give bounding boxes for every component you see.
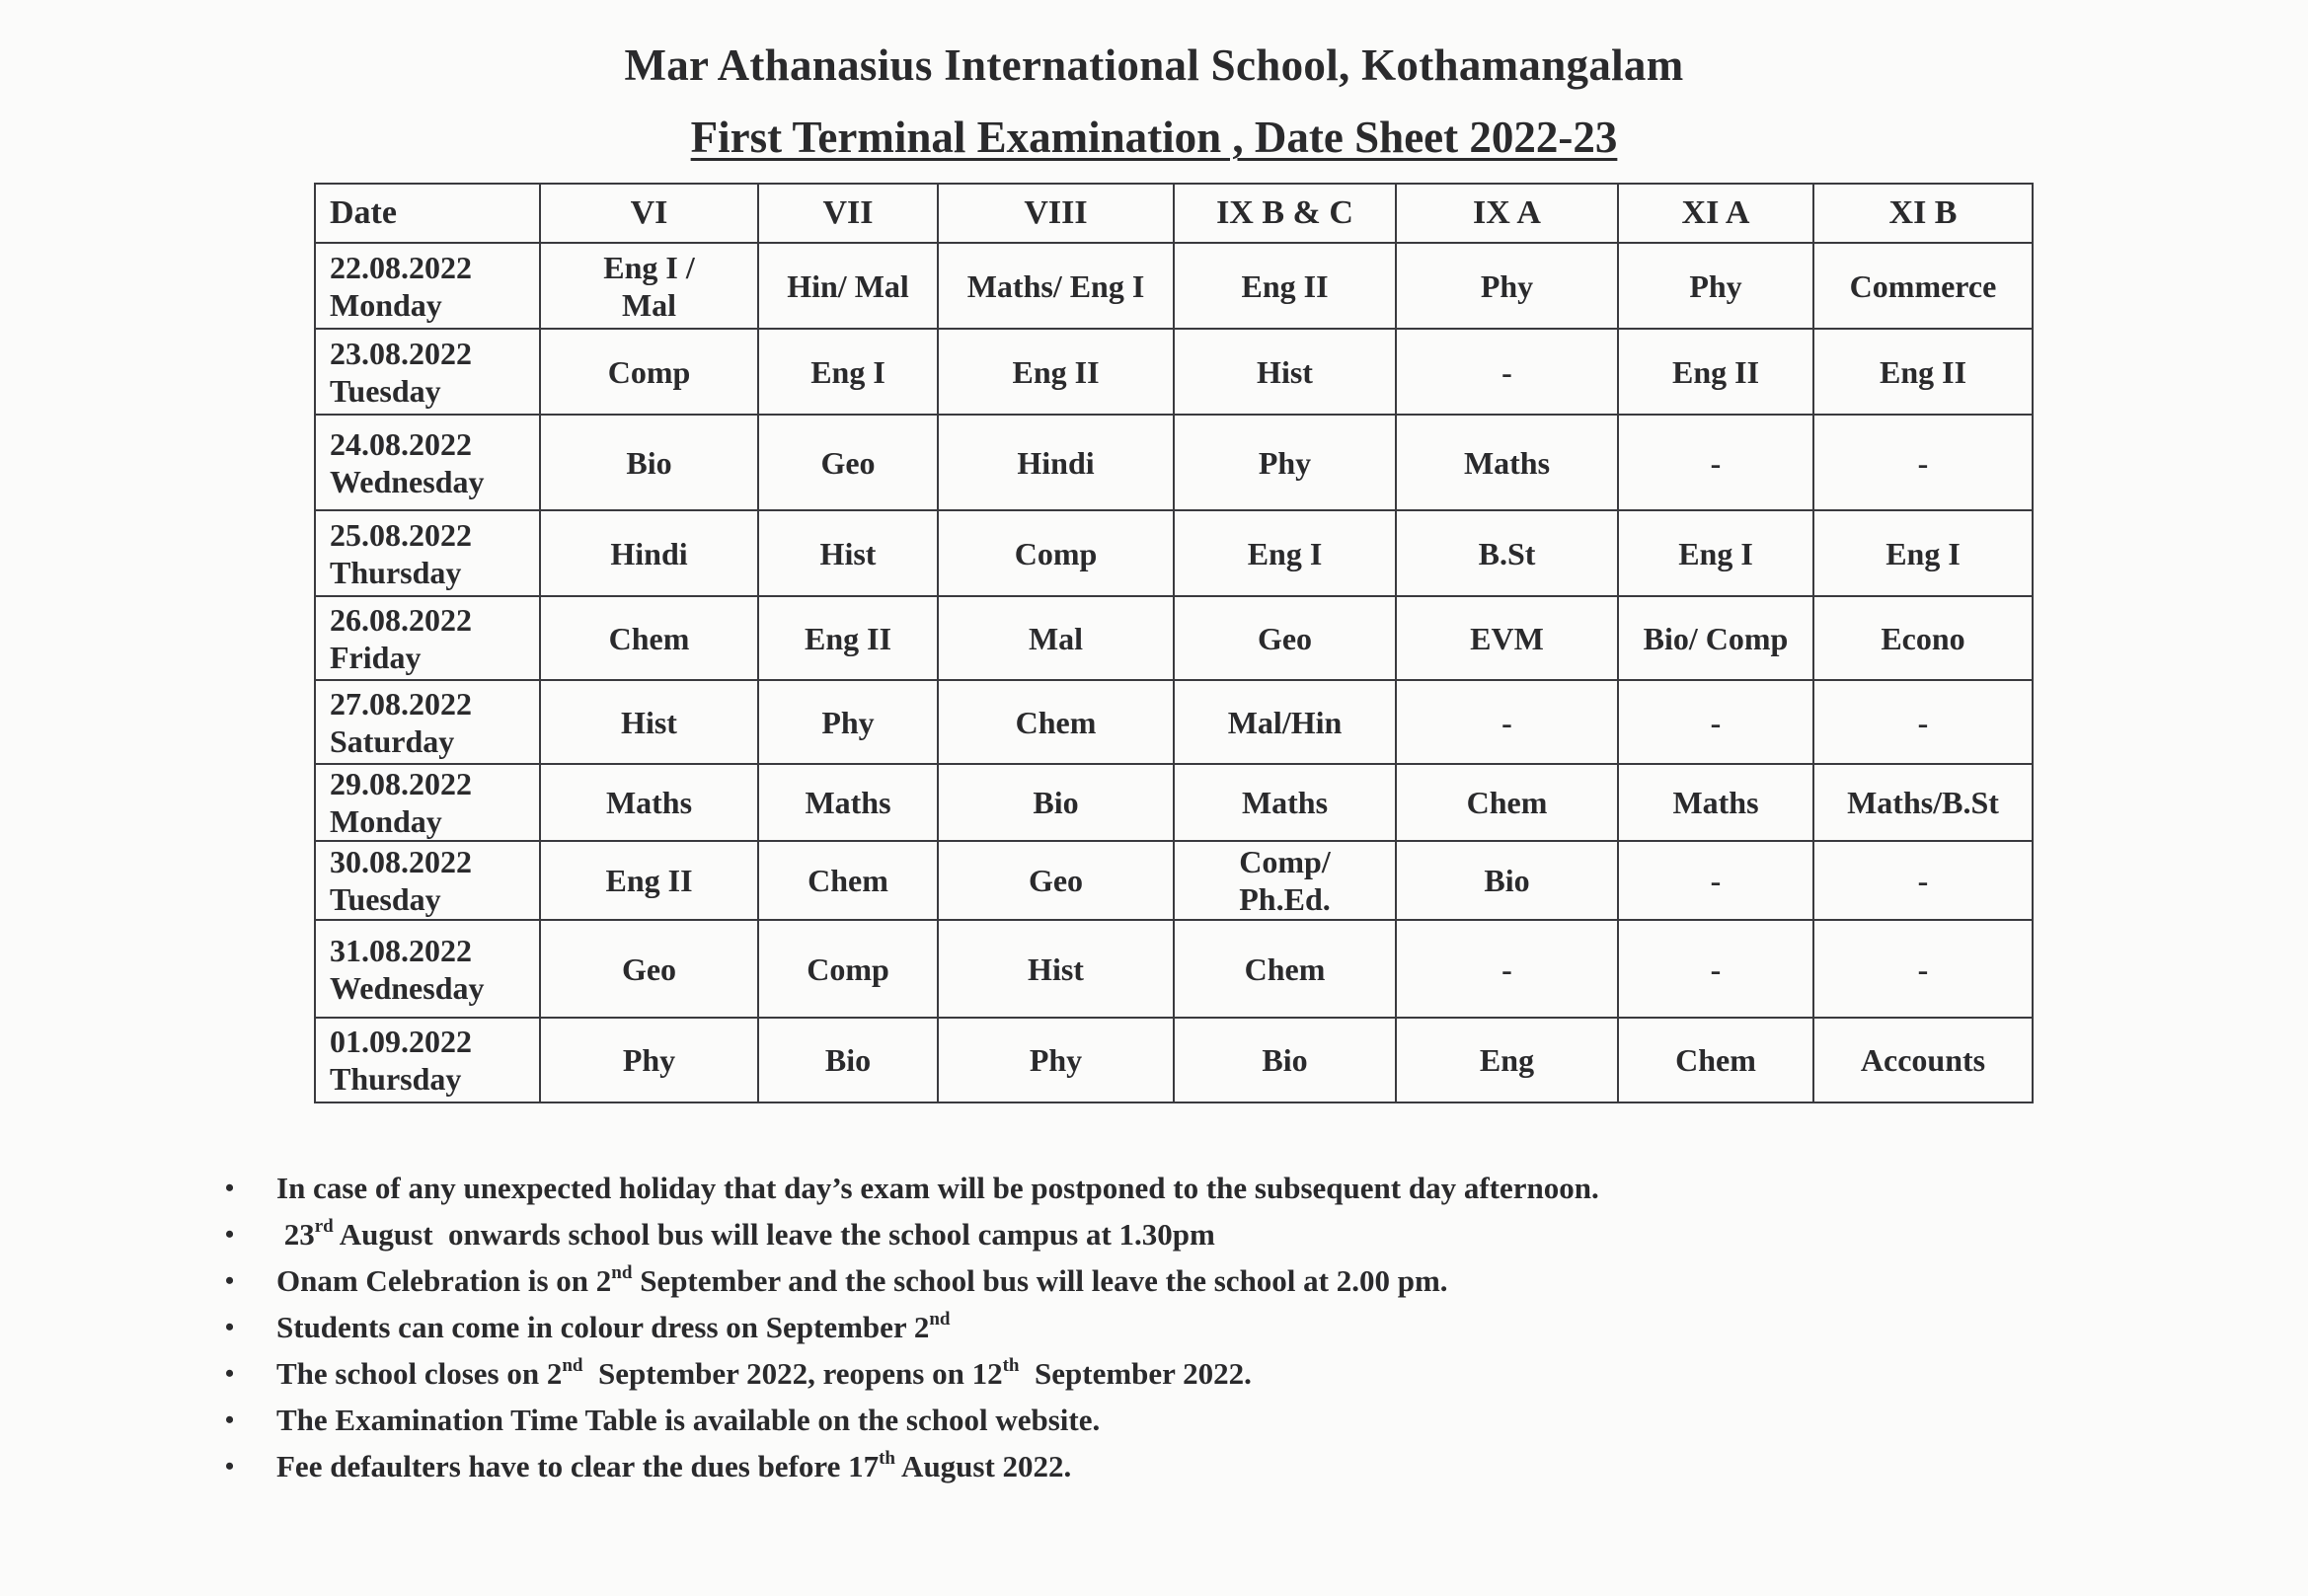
bullet-icon: • (225, 1452, 235, 1481)
exam-day: Monday (330, 286, 442, 323)
exam-date: 22.08.2022 (330, 249, 472, 285)
note-text: 23 (276, 1217, 315, 1252)
subject-cell: Bio/ Comp (1618, 596, 1813, 680)
note-item (225, 1304, 1599, 1350)
subject-cell: Comp (758, 920, 938, 1018)
exam-date: 24.08.2022 (330, 425, 472, 462)
date-cell (315, 329, 540, 415)
subject-cell: Chem (1618, 1018, 1813, 1102)
bullet-icon: • (225, 1406, 235, 1434)
subject-cell: Mal (938, 596, 1174, 680)
subject-cell: EVM (1396, 596, 1618, 680)
note-superscript: th (1002, 1355, 1020, 1376)
subject-cell: Eng II (938, 329, 1174, 415)
subject-cell: Hin/ Mal (758, 243, 938, 329)
note-text: September and the school bus will leave the school at 2.00 pm. (632, 1263, 1448, 1298)
subject-cell: - (1396, 920, 1618, 1018)
subject-cell: Eng I / Mal (540, 243, 758, 329)
subject-cell: Eng II (1813, 329, 2033, 415)
subject-cell: Accounts (1813, 1018, 2033, 1102)
subject-cell: Phy (1396, 243, 1618, 329)
school-name: Mar Athanasius International School, Kothamangalam (624, 40, 1684, 90)
bullet-icon: • (225, 1174, 235, 1202)
bullet-icon: • (225, 1220, 235, 1249)
subject-cell: Maths (540, 764, 758, 841)
subject-cell: Eng I (1174, 510, 1396, 596)
subject-cell: Bio (1396, 841, 1618, 920)
subject-cell: - (1396, 680, 1618, 764)
date-cell (315, 841, 540, 920)
exam-date: 23.08.2022 (330, 335, 472, 371)
subject-cell: Maths/ Eng I (938, 243, 1174, 329)
exam-date: 30.08.2022 (330, 844, 472, 879)
date-cell (315, 596, 540, 680)
subject-cell: Phy (1174, 415, 1396, 510)
subject-cell: Commerce (1813, 243, 2033, 329)
exam-day: Tuesday (330, 372, 441, 409)
note-text: September 2022, reopens on 12 (582, 1356, 1003, 1391)
subject-cell: Bio (1174, 1018, 1396, 1102)
column-header: XI A (1618, 184, 1813, 243)
exam-date: 29.08.2022 (330, 766, 472, 801)
note-item (225, 1397, 1599, 1443)
subject-cell: Hist (540, 680, 758, 764)
date-cell (315, 764, 540, 841)
subject-cell: Eng II (758, 596, 938, 680)
subject-cell: Maths (1396, 415, 1618, 510)
subject-cell: Comp (938, 510, 1174, 596)
exam-day: Thursday (330, 1061, 462, 1097)
subject-cell: - (1618, 415, 1813, 510)
note-item (225, 1443, 1599, 1489)
column-header: IX B & C (1174, 184, 1396, 243)
subject-cell: Geo (540, 920, 758, 1018)
table-body (315, 243, 2033, 1102)
exam-day: Friday (330, 639, 422, 675)
notes-list (225, 1165, 1599, 1489)
note-item (225, 1165, 1599, 1211)
date-cell (315, 1018, 540, 1102)
table-row (315, 920, 2033, 1018)
column-header: VIII (938, 184, 1174, 243)
exam-day: Tuesday (330, 881, 441, 917)
note-item (225, 1211, 1599, 1257)
subject-cell: Hindi (540, 510, 758, 596)
subject-cell: Chem (540, 596, 758, 680)
subject-cell: Eng II (540, 841, 758, 920)
note-text: Onam Celebration is on 2 (276, 1263, 612, 1298)
table-row (315, 841, 2033, 920)
subject-cell: Geo (758, 415, 938, 510)
subject-cell: Eng I (758, 329, 938, 415)
bullet-icon: • (225, 1266, 235, 1295)
subject-cell: Eng II (1618, 329, 1813, 415)
subject-cell: - (1813, 841, 2033, 920)
column-header: XI B (1813, 184, 2033, 243)
exam-date: 26.08.2022 (330, 601, 472, 638)
exam-date: 31.08.2022 (330, 932, 472, 968)
table-row (315, 764, 2033, 841)
table-row (315, 243, 2033, 329)
exam-day: Monday (330, 803, 442, 839)
subject-cell: Hist (938, 920, 1174, 1018)
subject-cell: Maths (1174, 764, 1396, 841)
table-header-row (315, 184, 2033, 243)
subject-cell: Maths (1618, 764, 1813, 841)
subject-cell: Bio (938, 764, 1174, 841)
subject-cell: Geo (1174, 596, 1396, 680)
note-item (225, 1257, 1599, 1304)
note-text: Students can come in colour dress on September 2 (276, 1310, 930, 1344)
subject-cell: Maths (758, 764, 938, 841)
table-row (315, 1018, 2033, 1102)
note-text: The Examination Time Table is available on the school website. (276, 1403, 1101, 1437)
subject-cell: Chem (758, 841, 938, 920)
subject-cell: Chem (1396, 764, 1618, 841)
bullet-icon: • (225, 1313, 235, 1341)
exam-date: 25.08.2022 (330, 516, 472, 553)
note-superscript: th (879, 1448, 896, 1469)
subject-cell: Phy (758, 680, 938, 764)
column-header: VII (758, 184, 938, 243)
exam-day: Thursday (330, 554, 462, 590)
subject-cell: - (1618, 680, 1813, 764)
subject-cell: Eng I (1618, 510, 1813, 596)
table-row (315, 415, 2033, 510)
subject-cell: Bio (758, 1018, 938, 1102)
note-item (225, 1350, 1599, 1397)
note-superscript: rd (314, 1216, 334, 1237)
subject-cell: Hist (1174, 329, 1396, 415)
subject-cell: Phy (540, 1018, 758, 1102)
subject-cell: Eng (1396, 1018, 1618, 1102)
subject-cell: Phy (1618, 243, 1813, 329)
subject-cell: - (1813, 680, 2033, 764)
note-text: September 2022. (1019, 1356, 1252, 1391)
column-header: IX A (1396, 184, 1618, 243)
exam-day: Saturday (330, 722, 455, 759)
exam-title-text: First Terminal Examination , Date Sheet 2022-23 (690, 113, 1618, 162)
subject-cell: Eng I (1813, 510, 2033, 596)
date-cell (315, 243, 540, 329)
subject-cell: Phy (938, 1018, 1174, 1102)
subject-cell: Chem (1174, 920, 1396, 1018)
note-text: August 2022. (895, 1449, 1072, 1483)
table-row (315, 510, 2033, 596)
exam-day: Wednesday (330, 969, 485, 1006)
note-text: Fee defaulters have to clear the dues before 17 (276, 1449, 880, 1483)
note-superscript: nd (611, 1262, 633, 1283)
date-cell (315, 680, 540, 764)
table-row (315, 680, 2033, 764)
exam-title (0, 112, 2308, 163)
note-superscript: nd (929, 1309, 951, 1330)
date-cell (315, 920, 540, 1018)
subject-cell: Hindi (938, 415, 1174, 510)
subject-cell: - (1813, 920, 2033, 1018)
subject-cell: - (1813, 415, 2033, 510)
date-sheet-table (314, 183, 2034, 1103)
subject-cell: Geo (938, 841, 1174, 920)
table-row (315, 596, 2033, 680)
subject-cell: Comp (540, 329, 758, 415)
subject-cell: - (1618, 841, 1813, 920)
subject-cell: Comp/ Ph.Ed. (1174, 841, 1396, 920)
column-header: VI (540, 184, 758, 243)
subject-cell: Chem (938, 680, 1174, 764)
bullet-icon: • (225, 1359, 235, 1388)
exam-day: Wednesday (330, 463, 485, 499)
note-text: August onwards school bus will leave the school campus at 1.30pm (333, 1217, 1215, 1252)
note-text: In case of any unexpected holiday that day’s exam will be postponed to the subsequent day afternoon. (276, 1171, 1599, 1205)
note-text: The school closes on 2 (276, 1356, 563, 1391)
subject-cell: B.St (1396, 510, 1618, 596)
subject-cell: Bio (540, 415, 758, 510)
subject-cell: - (1618, 920, 1813, 1018)
subject-cell: Hist (758, 510, 938, 596)
exam-date: 01.09.2022 (330, 1024, 472, 1059)
subject-cell: Maths/B.St (1813, 764, 2033, 841)
subject-cell: - (1396, 329, 1618, 415)
column-header: Date (315, 184, 540, 243)
subject-cell: Mal/Hin (1174, 680, 1396, 764)
date-cell (315, 415, 540, 510)
table-row (315, 329, 2033, 415)
subject-cell: Eng II (1174, 243, 1396, 329)
date-cell (315, 510, 540, 596)
exam-date: 27.08.2022 (330, 685, 472, 722)
subject-cell: Econo (1813, 596, 2033, 680)
note-superscript: nd (562, 1355, 583, 1376)
